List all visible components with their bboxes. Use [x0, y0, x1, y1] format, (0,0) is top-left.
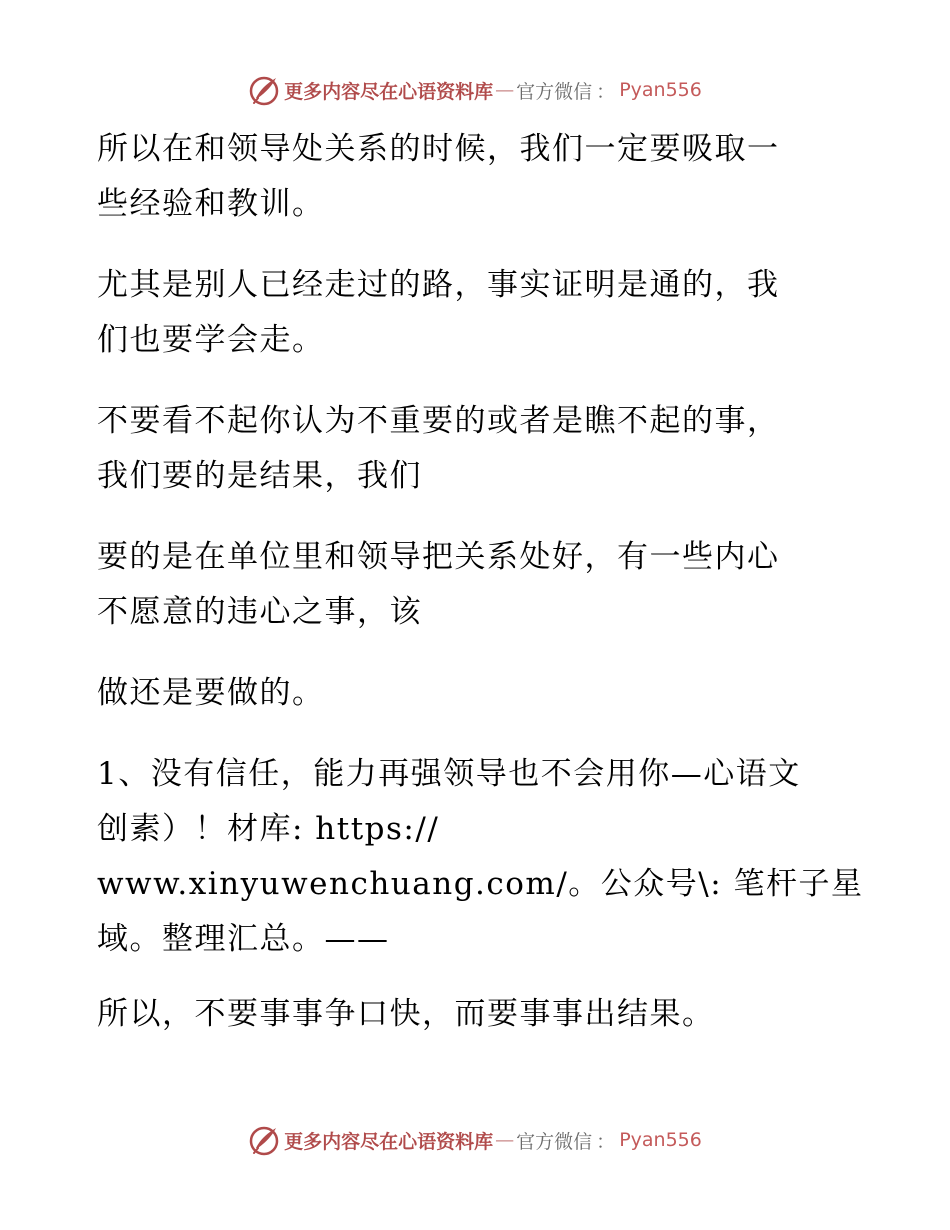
- paragraph-line: 们也要学会走。: [97, 322, 325, 358]
- quill-pen-logo-icon: [248, 74, 280, 106]
- paragraph-line: 1、没有信任，能力再强领导也不会用你—心语文: [97, 756, 801, 792]
- paragraph-line: 所以，不要事事争口快，而要事事出结果。: [97, 996, 715, 1032]
- paragraph-line: 我们要的是结果，我们: [97, 458, 422, 494]
- paragraph-6: [97, 747, 864, 967]
- paragraph-line: www.xinyuwenchuang.com/。公众号\: 笔杆子星: [97, 866, 864, 902]
- banner-site-name: 更多内容尽在心语资料库: [284, 80, 494, 103]
- banner-separator: —: [495, 79, 515, 101]
- banner-wechat-label: 官方微信: [516, 80, 593, 103]
- paragraph-4: [97, 530, 857, 640]
- banner-wechat-id: Pyan556: [619, 1129, 702, 1151]
- quill-pen-logo-icon: [248, 1124, 280, 1156]
- banner-colon: ：: [596, 1130, 616, 1153]
- paragraph-line: 创素）！材库: https://: [97, 811, 440, 847]
- banner-site-name: 更多内容尽在心语资料库: [284, 1130, 494, 1153]
- banner-colon: ：: [596, 80, 616, 103]
- banner-separator: —: [495, 1129, 515, 1151]
- paragraph-5: [97, 666, 857, 721]
- banner-wechat-label: 官方微信: [516, 1130, 593, 1153]
- paragraph-line: 尤其是别人已经走过的路，事实证明是通的，我: [97, 267, 780, 303]
- footer-banner: [0, 1120, 950, 1160]
- paragraph-line: 不愿意的违心之事，该: [97, 594, 422, 630]
- paragraph-3: [97, 394, 857, 504]
- paragraph-line: 不要看不起你认为不重要的或者是瞧不起的事，: [97, 403, 780, 439]
- banner-wechat-id: Pyan556: [619, 79, 702, 101]
- paragraph-line: 所以在和领导处关系的时候，我们一定要吸取一: [97, 131, 780, 167]
- paragraph-1: [97, 122, 857, 232]
- paragraph-line: 些经验和教训。: [97, 186, 325, 222]
- document-body: [97, 122, 864, 1068]
- paragraph-line: 要的是在单位里和领导把关系处好，有一些内心: [97, 539, 780, 575]
- paragraph-line: 域。整理汇总。——: [97, 921, 390, 957]
- paragraph-line: 做还是要做的。: [97, 675, 325, 711]
- header-banner: [0, 70, 950, 110]
- paragraph-7: [97, 987, 857, 1042]
- paragraph-2: [97, 258, 857, 368]
